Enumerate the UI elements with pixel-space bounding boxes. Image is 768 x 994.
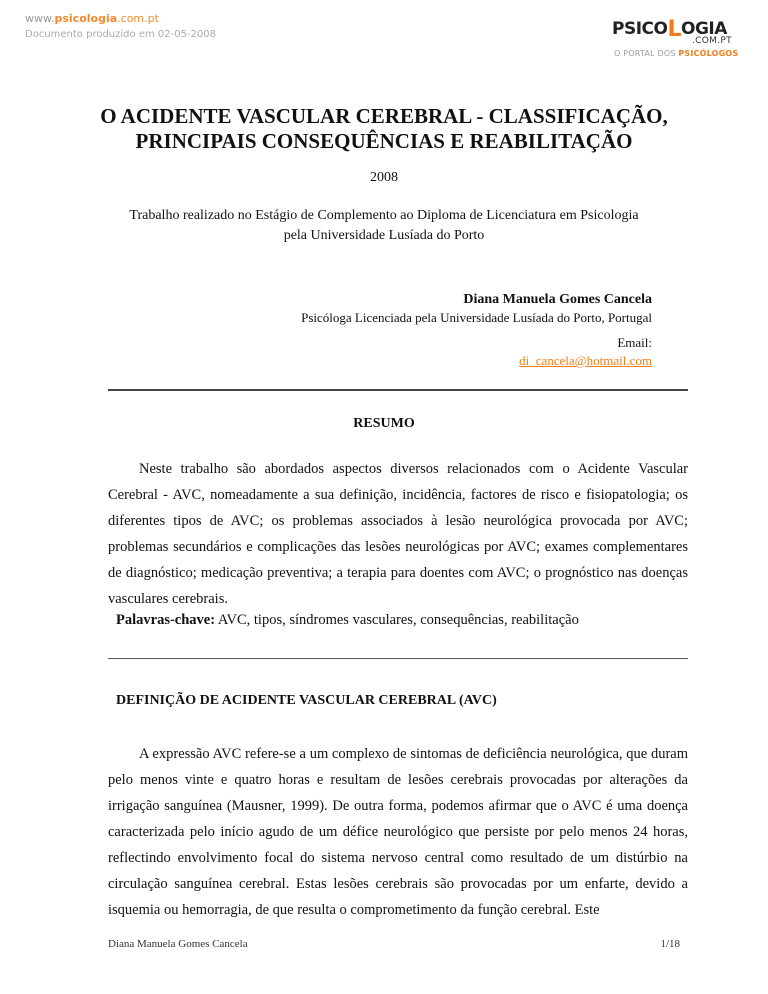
- divider-middle: [108, 658, 688, 659]
- section-body-text: A expressão AVC refere-se a um complexo de sintomas de deficiência neurológica, que duram pelo menos vinte e quatro horas e resultam de lesões cerebrais provocadas por alterações da irrigação sanguínea (Mausner, 1999). De outra forma, podemos afirmar que o AVC é uma doença caracterizada pelo início agudo de um défice neurológico que persiste por pelo menos 24 horas, reflectindo envolvimento focal do sistema nervoso central como resultado de um distúrbio na circulação sanguínea cerebral. Estas lesões cerebrais são provocadas por um enfarte, devido a isquemia ou hemorragia, de que resulta o comprometimento da função cerebral. Este: [108, 746, 688, 918]
- divider-top: [108, 389, 688, 391]
- tagline-highlight: PSICÓLOGOS: [678, 49, 739, 58]
- footer-author: Diana Manuela Gomes Cancela: [108, 938, 248, 950]
- section-heading: DEFINIÇÃO DE ACIDENTE VASCULAR CEREBRAL (AVC): [116, 693, 497, 708]
- url-brand: psicologia: [54, 12, 118, 25]
- abstract-heading: RESUMO: [353, 416, 415, 431]
- keywords: [116, 612, 579, 629]
- logo-tagline: [614, 49, 738, 58]
- tagline-prefix: O PORTAL DOS: [614, 49, 679, 58]
- document-year: 2008: [370, 170, 398, 185]
- author-block: [301, 291, 652, 327]
- work-line-2: pela Universidade Lusíada do Porto: [283, 228, 485, 243]
- logo-text-after: OGIA: [681, 19, 727, 39]
- logo-text-before: PSICO: [612, 19, 668, 39]
- title-line-1: O ACIDENTE VASCULAR CEREBRAL - CLASSIFICAÇÃO,: [100, 104, 668, 128]
- email-link[interactable]: di_cancela@hotmail.com: [519, 353, 652, 368]
- abstract-text: Neste trabalho são abordados aspectos diversos relacionados com o Acidente Vascular Cerebral - AVC, nomeadamente a sua definição, incidência, factores de risco e fisiopatologia; os diferentes tipos de AVC; os problemas associados à lesão neurológica provocada por AVC; problemas secundários e complicações das lesões neurológicas por AVC; exames complementares de diagnóstico; medicação preventiva; a terapia para doentes com AVC; o prognóstico nas doenças vasculares cerebrais.: [108, 461, 688, 607]
- logo-l-mark: L: [667, 17, 681, 42]
- author-affiliation: Psicóloga Licenciada pela Universidade Lusíada do Porto, Portugal: [301, 310, 652, 325]
- produced-date: Documento produzido em 02-05-2008: [25, 29, 217, 40]
- url-prefix: www.: [25, 12, 55, 25]
- title-line-2: PRINCIPAIS CONSEQUÊNCIAS E REABILITAÇÃO: [135, 129, 633, 153]
- document-title: [0, 104, 768, 154]
- url-suffix: .com.pt: [117, 12, 159, 25]
- email-label: Email:: [617, 335, 652, 350]
- site-url-link[interactable]: [25, 11, 216, 27]
- work-description: [0, 206, 768, 246]
- author-name: Diana Manuela Gomes Cancela: [463, 292, 652, 307]
- psicologia-logo[interactable]: [612, 18, 752, 68]
- site-header: [25, 11, 216, 43]
- keywords-list: AVC, tipos, síndromes vasculares, consequências, reabilitação: [215, 612, 579, 628]
- work-line-1: Trabalho realizado no Estágio de Complemento ao Diploma de Licenciatura em Psicologia: [129, 208, 639, 223]
- logo-domain: .COM.PT: [692, 36, 732, 46]
- keywords-label: Palavras-chave:: [116, 612, 216, 628]
- page-number: 1/18: [660, 938, 680, 950]
